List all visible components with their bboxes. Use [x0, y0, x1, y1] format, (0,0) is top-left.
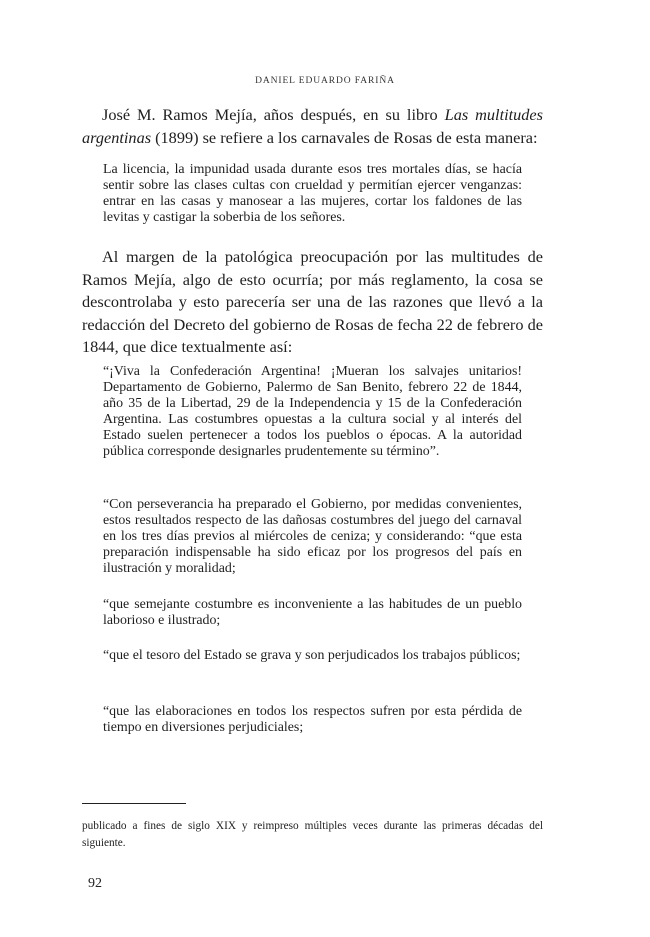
running-head: DANIEL EDUARDO FARIÑA — [255, 76, 395, 86]
page-number: 92 — [88, 876, 102, 891]
decree-quote-preamble: “¡Viva la Confederación Argentina! ¡Mueran los salvajes unitarios! Departamento de Gobierno, Palermo de San Benito, febrero 22 de 1844, año 35 de la Libertad, 29 de la Independencia y 15 de la Confederación Argentina. Las costumbres opuestas a la cultura social y al interés del Estado suelen pertenecer a todos los pueblos o épocas. A la autoridad pública corresponde designarles prudentemente su término”. — [103, 364, 522, 459]
decree-quote-tesoro: “que el tesoro del Estado se grava y son perjudicados los trabajos públicos; — [103, 648, 521, 663]
book-title: Las multitudes argentinas — [82, 105, 543, 147]
decree-quote-perseverancia: “Con perseverancia ha preparado el Gobierno, por medidas convenientes, estos resultados respecto de las dañosas costumbres del juego del carnaval en los tres días previos al miércoles de ceniza; y considerando: “que esta preparación indispensable ha sido eficaz por los progresos del país en ilustración y moralidad; — [103, 497, 522, 576]
paragraph-decree-intro: Al margen de la patológica preocupación por las multitudes de Ramos Mejía, algo de esto ocurría; por más reglamento, la cosa se descontrolaba y esto parecería ser una de las razones que llevó a la redacción del Decreto del gobierno de Rosas de fecha 22 de febrero de 1844, que dice textualmente así: — [82, 247, 543, 356]
paragraph-text: José M. Ramos Mejía, años después, en su libro — [102, 105, 445, 124]
footnote-text: publicado a fines de siglo XIX y reimpreso múltiples veces durante las primeras décadas del siguiente. — [82, 820, 543, 849]
block-quote-ramos-mejia: La licencia, la impunidad usada durante esos tres mortales días, se hacía sentir sobre las clases cultas con crueldad y permitían ejercer venganzas: entrar en las casas y manosear a las mujeres, cortar los faldones de las levitas y castigar la soberbia de los señores. — [103, 162, 522, 225]
decree-quote-costumbre: “que semejante costumbre es inconveniente a las habitudes de un pueblo laborioso e ilustrado; — [103, 597, 522, 628]
decree-quote-elaboraciones: “que las elaboraciones en todos los respectos sufren por esta pérdida de tiempo en diversiones perjudiciales; — [103, 704, 522, 735]
footnote-divider — [82, 803, 186, 804]
paragraph-text: (1899) se refiere a los carnavales de Rosas de esta manera: — [151, 127, 538, 147]
paragraph-ramos-mejia — [82, 104, 543, 149]
